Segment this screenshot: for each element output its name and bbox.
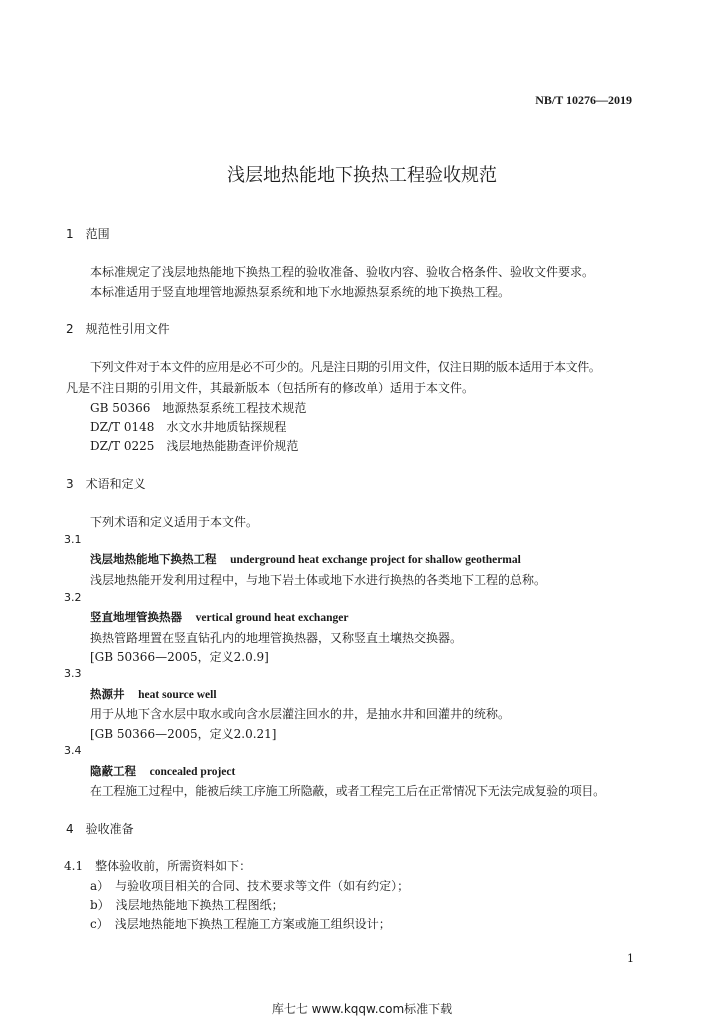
term-en: vertical ground heat exchanger <box>195 612 349 624</box>
section-3-intro: 下列术语和定义适用于本文件。 <box>90 515 259 529</box>
standard-code: NB/T 10276—2019 <box>535 93 632 107</box>
section-1-heading: 1 范围 <box>66 227 110 241</box>
term-definition: 用于从地下含水层中取水或向含水层灌注回水的井，是抽水井和回灌井的统称。 <box>90 707 511 721</box>
term-definition: 换热管路埋置在竖直钻孔内的地埋管换热器，又称竖直土壤热交换器。 <box>90 631 463 645</box>
section-2-heading: 2 规范性引用文件 <box>66 322 170 336</box>
reference-item: DZ/T 0148 水文水井地质钻探规程 <box>90 420 287 434</box>
section-2-para-1b: 凡是不注日期的引用文件，其最新版本（包括所有的修改单）适用于本文件。 <box>66 381 475 395</box>
clause-4-1: 4.1 整体验收前，所需资料如下： <box>64 859 252 873</box>
term-number: 3.2 <box>64 591 82 604</box>
term-en: underground heat exchange project for shallow geothermal <box>230 554 521 566</box>
term-definition: 浅层地热能开发利用过程中，与地下岩土体或地下水进行换热的各类地下工程的总称。 <box>90 573 547 587</box>
page-number: 1 <box>627 952 634 965</box>
term-number: 3.3 <box>64 667 82 680</box>
term-cn: 热源井 <box>90 687 125 701</box>
term-heading <box>90 763 235 779</box>
list-item: b） 浅层地热能地下换热工程图纸； <box>90 898 284 912</box>
term-cn: 竖直地埋管换热器 <box>90 610 182 624</box>
list-item: a） 与验收项目相关的合同、技术要求等文件（如有约定）； <box>90 879 410 893</box>
term-number: 3.4 <box>64 744 82 757</box>
section-1-para-2: 本标准适用于竖直地埋管地源热泵系统和地下水地源热泵系统的地下换热工程。 <box>90 285 511 299</box>
section-3-heading: 3 术语和定义 <box>66 477 146 491</box>
term-number: 3.1 <box>64 533 82 546</box>
footer-watermark: 库七七 www.kqqw.com标准下载 <box>271 1002 453 1016</box>
reference-item: GB 50366 地源热泵系统工程技术规范 <box>90 401 307 415</box>
section-1-para-1: 本标准规定了浅层地热能地下换热工程的验收准备、验收内容、验收合格条件、验收文件要求。 <box>90 265 595 279</box>
term-heading <box>90 551 521 567</box>
reference-item: DZ/T 0225 浅层地热能勘查评价规范 <box>90 439 299 453</box>
term-cn: 隐蔽工程 <box>90 764 136 778</box>
term-heading <box>90 609 348 625</box>
section-2-para-1a: 下列文件对于本文件的应用是必不可少的。凡是注日期的引用文件，仅注日期的版本适用于本文件。 <box>90 360 601 374</box>
list-item: c） 浅层地热能地下换热工程施工方案或施工组织设计； <box>90 917 391 931</box>
term-en: concealed project <box>149 766 236 778</box>
term-heading <box>90 686 217 702</box>
term-cn: 浅层地热能地下换热工程 <box>90 552 217 566</box>
section-4-heading: 4 验收准备 <box>66 822 134 836</box>
term-source: [GB 50366—2005，定义2.0.21] <box>90 727 277 741</box>
term-source: [GB 50366—2005，定义2.0.9] <box>90 650 269 664</box>
term-en: heat source well <box>138 689 217 701</box>
term-definition: 在工程施工过程中，能被后续工序施工所隐蔽，或者工程完工后在正常情况下无法完成复验的项目。 <box>90 784 605 798</box>
document-title: 浅层地热能地下换热工程验收规范 <box>227 165 497 186</box>
